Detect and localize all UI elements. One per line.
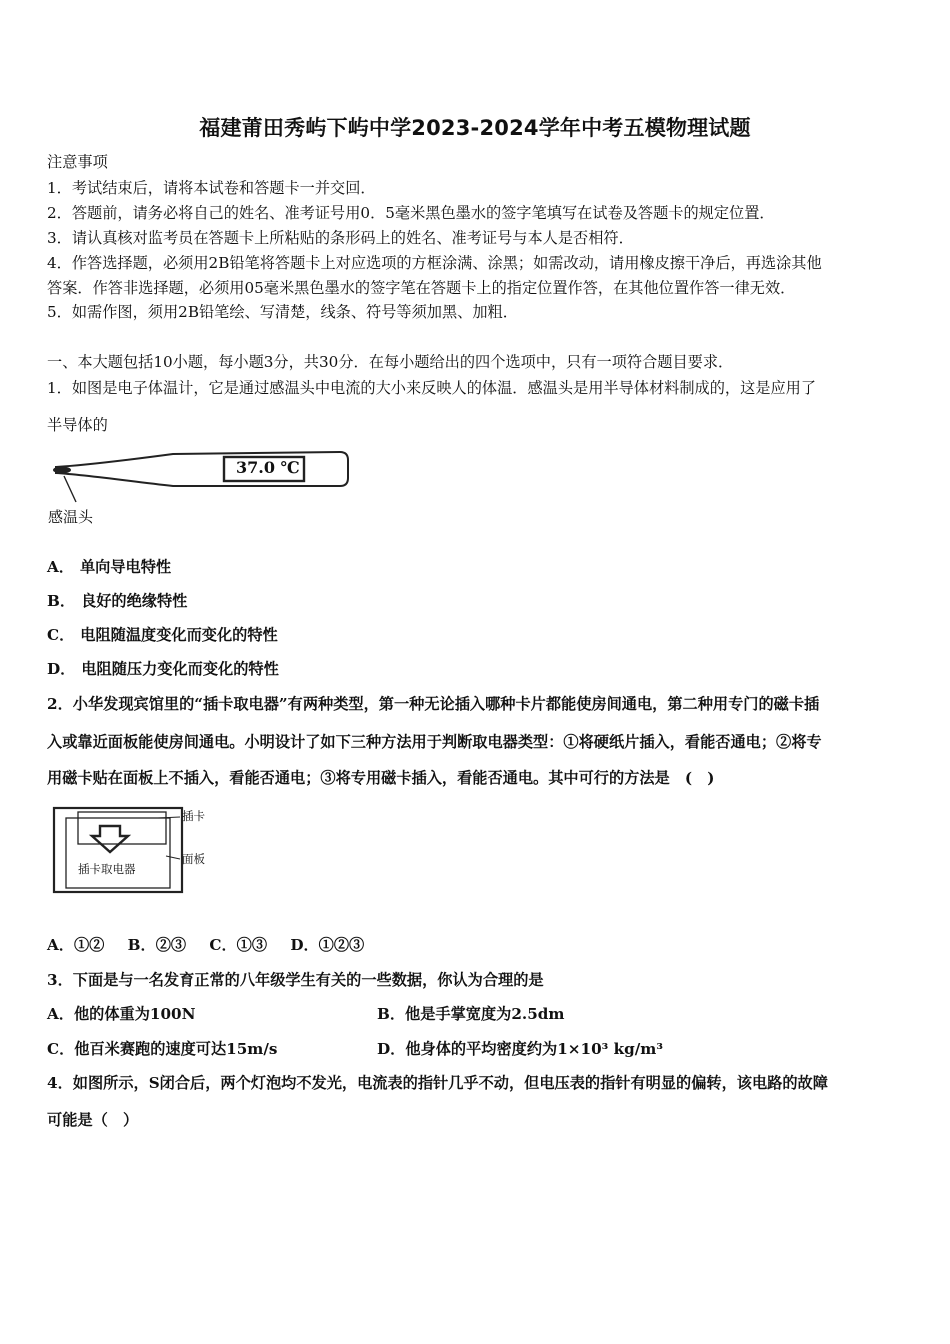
notice-item: 1．考试结束后，请将本试卷和答题卡一并交回． [47, 179, 376, 197]
q2-option-b[interactable]: B．②③ [127, 936, 187, 954]
notice-item: 4．作答选择题，必须用2B铅笔将答题卡上对应选项的方框涂满、涂黑；如需改动，请用橡皮擦干净后，再选涂其他 [47, 254, 822, 272]
q2-option-d[interactable]: D．①②③ [290, 936, 365, 954]
q2-stem: 2．小华发现宾馆里的“插卡取电器”有两种类型，第一种无论插入哪种卡片都能使房间通电，第二种用专门的磁卡插 [47, 695, 820, 713]
q3-option-c[interactable]: C．他百米赛跑的速度可达15m/s [47, 1040, 278, 1058]
q3-stem: 3．下面是与一名发育正常的八年级学生有关的一些数据，你认为合理的是 [47, 971, 544, 989]
q1-option-a[interactable]: A． 单向导电特性 [47, 558, 172, 576]
thermometer-display: 37.0 ℃ [236, 458, 300, 477]
q1-option-b[interactable]: B． 良好的绝缘特性 [47, 592, 188, 610]
q4-stem: 4．如图所示，S闭合后，两个灯泡均不发光，电流表的指针几乎不动，但电压表的指针有明显的偏转，该电路的故障 [47, 1074, 828, 1092]
q1-option-c[interactable]: C． 电阻随温度变化而变化的特性 [47, 626, 278, 644]
q3-option-a[interactable]: A．他的体重为100N [47, 1005, 196, 1023]
q1-option-d[interactable]: D． 电阻随压力变化而变化的特性 [47, 660, 279, 678]
q1-stem: 半导体的 [47, 416, 108, 434]
panel-label: 面板 [182, 852, 205, 866]
notice-heading: 注意事项 [47, 153, 108, 171]
device-label: 插卡取电器 [78, 862, 136, 876]
q4-stem: 可能是（ ） [47, 1111, 139, 1129]
page-title: 福建莆田秀屿下屿中学2023-2024学年中考五模物理试题 [199, 116, 751, 140]
card-switch-figure [48, 804, 228, 896]
sensor-label: 感温头 [48, 508, 94, 526]
q2-stem: 入或靠近面板能使房间通电。小明设计了如下三种方法用于判断取电器类型：①将硬纸片插入，看能否通电；②将专 [47, 733, 822, 751]
notice-item: 3．请认真核对监考员在答题卡上所粘贴的条形码上的姓名、准考证号与本人是否相符． [47, 229, 634, 247]
q2-stem: 用磁卡贴在面板上不插入，看能否通电；③将专用磁卡插入，看能否通电。其中可行的方法是 ( ) [47, 769, 715, 787]
q3-option-b[interactable]: B．他是手掌宽度为2.5dm [377, 1005, 565, 1023]
notice-item: 5．如需作图，须用2B铅笔绘、写清楚，线条、符号等须加黑、加粗． [47, 303, 518, 321]
q2-option-a[interactable]: A．①② [47, 936, 105, 954]
notice-item: 答案．作答非选择题，必须用05毫米黑色墨水的签字笔在答题卡上的指定位置作答，在其他位置作答一律无效． [47, 279, 796, 297]
q2-options [47, 934, 364, 955]
q1-stem: 1．如图是电子体温计，它是通过感温头中电流的大小来反映人的体温．感温头是用半导体材料制成的，这是应用了 [47, 379, 817, 397]
thermometer-figure [48, 446, 358, 536]
q2-option-c[interactable]: C．①③ [209, 936, 268, 954]
card-label: 插卡 [182, 809, 205, 823]
notice-item: 2．答题前，请务必将自己的姓名、准考证号用0．5毫米黑色墨水的签字笔填写在试卷及答题卡的规定位置． [47, 204, 775, 222]
q3-option-d[interactable]: D．他身体的平均密度约为1×10³ kg/m³ [377, 1040, 664, 1058]
section-header: 一、本大题包括10小题，每小题3分，共30分．在每小题给出的四个选项中，只有一项符合题目要求． [47, 353, 734, 371]
